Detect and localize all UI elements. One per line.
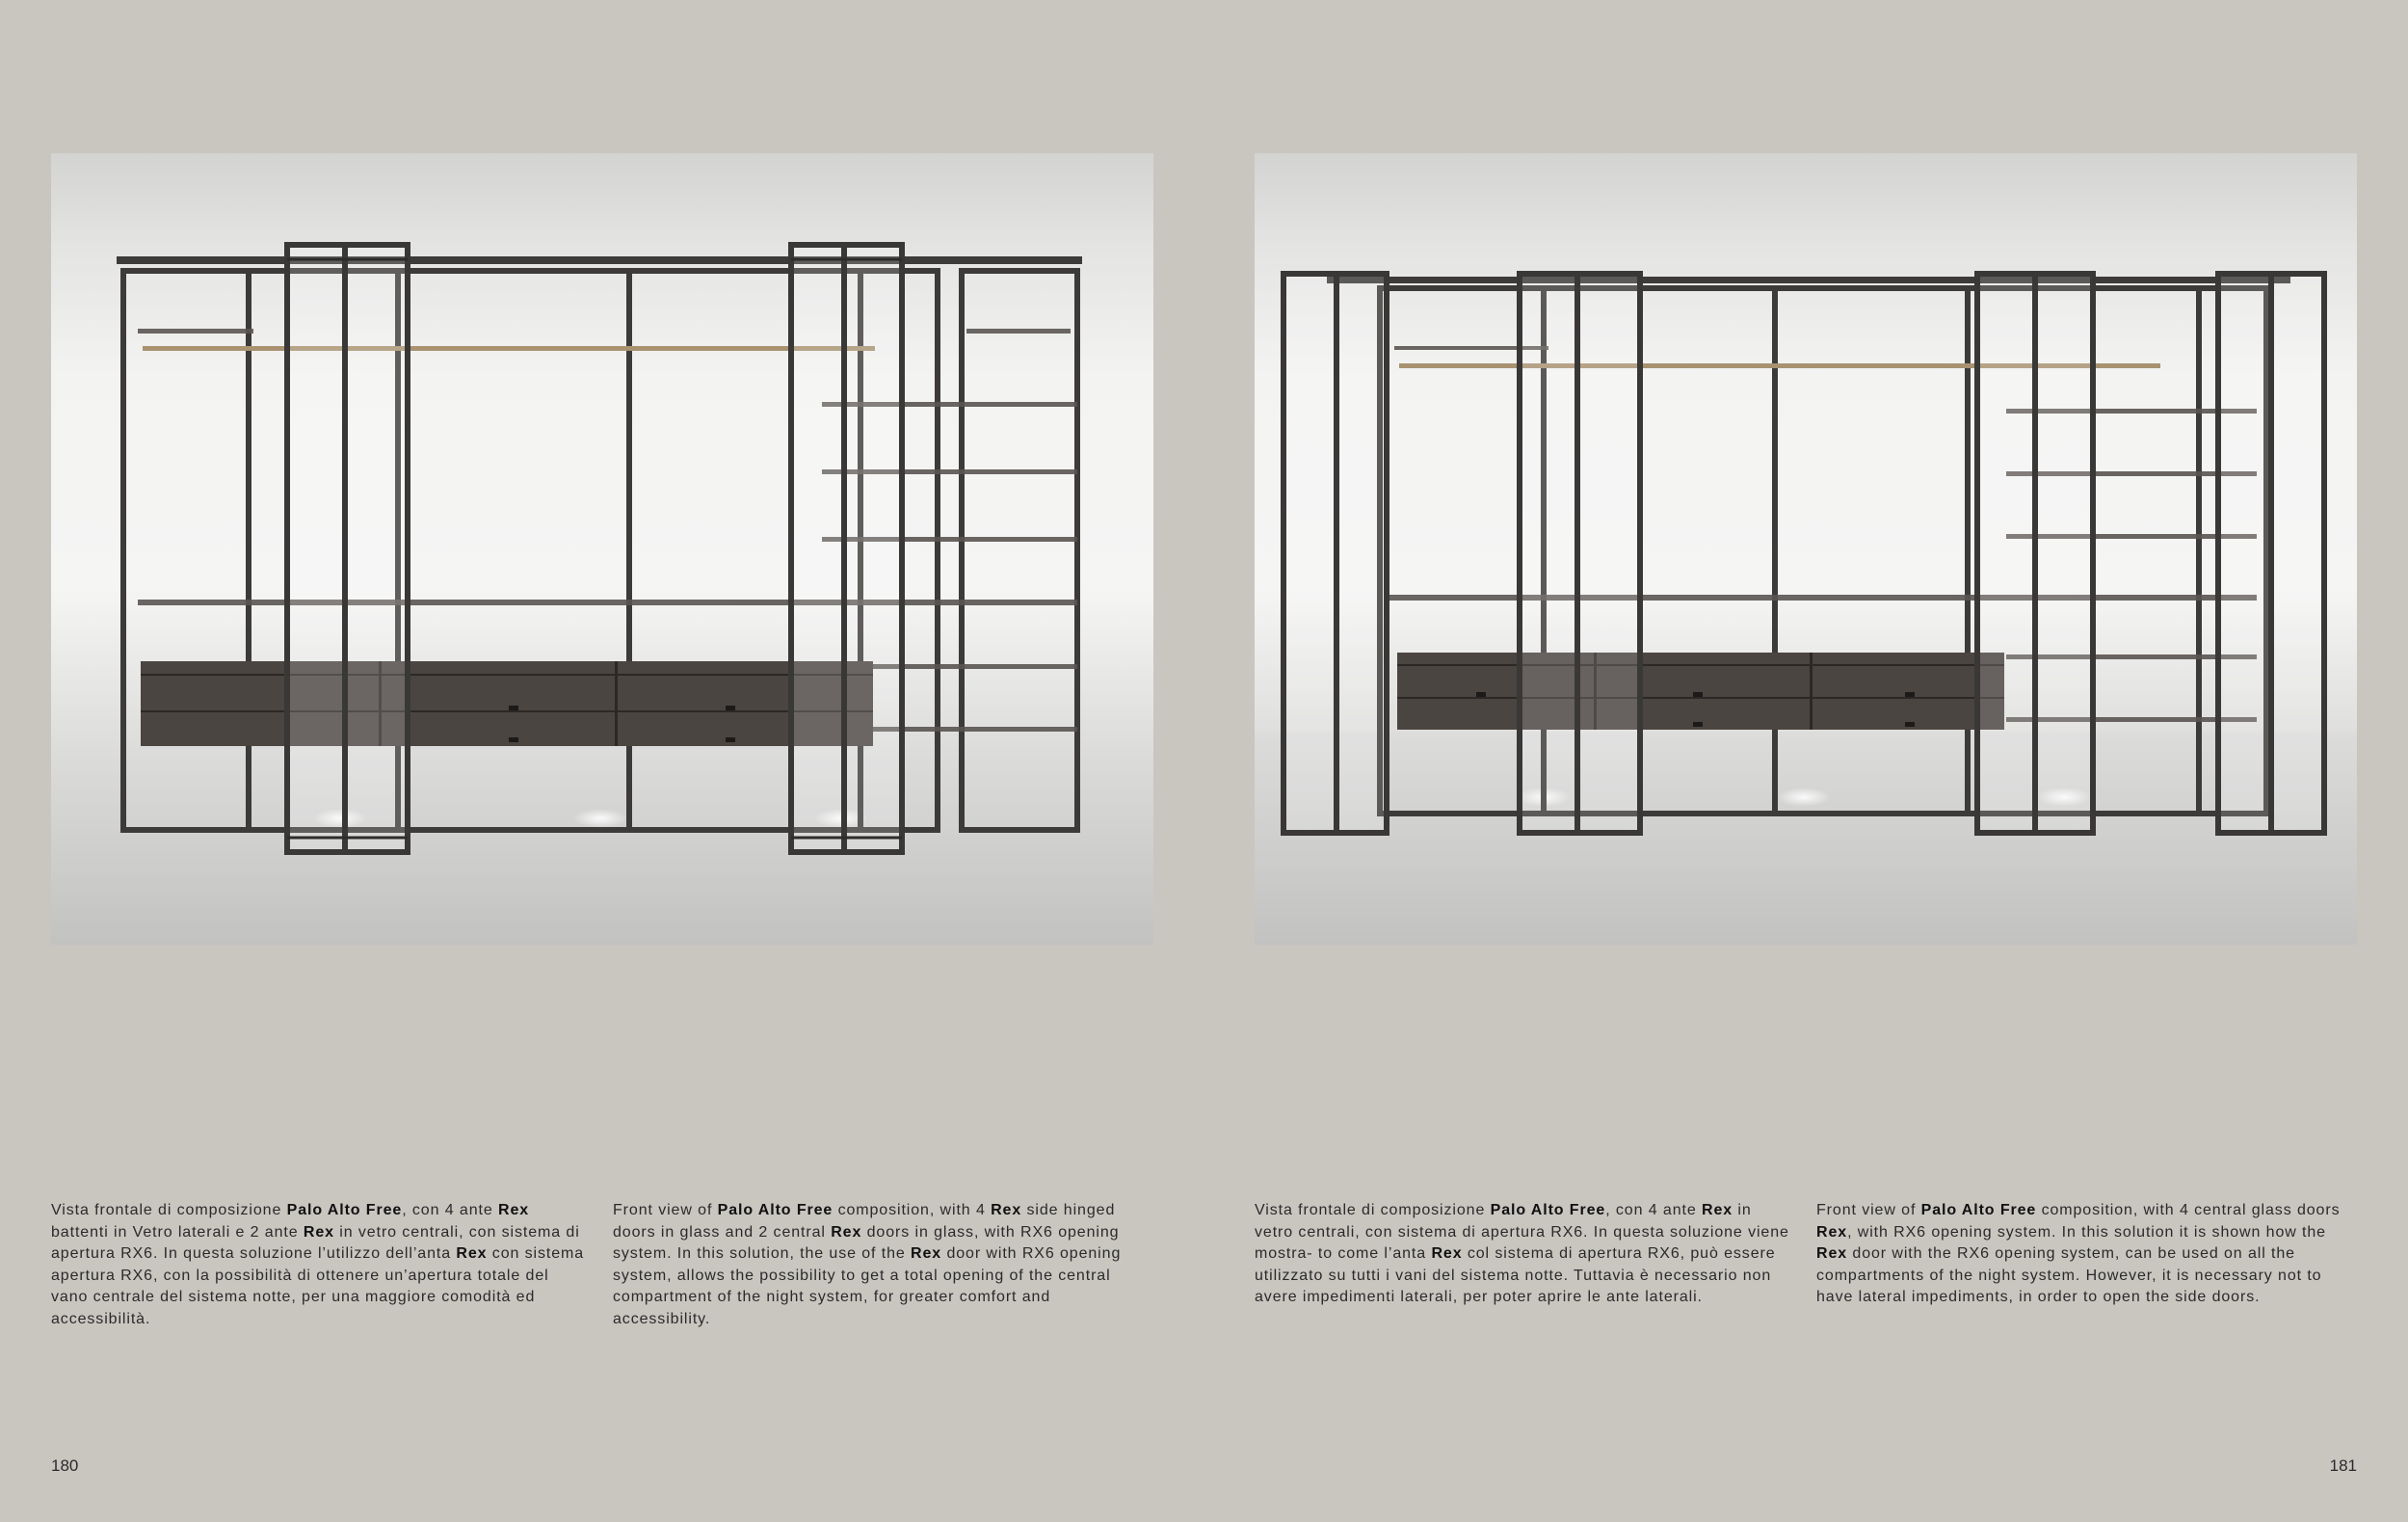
caption-text-run: in vetro centrali, con sistema di apertura RX6. In questa soluzione viene mostra- to come l’anta	[1255, 1202, 1789, 1262]
page-number-left: 180	[51, 1456, 79, 1475]
caption-text-run: battenti in Vetro laterali e 2 ante	[51, 1223, 304, 1241]
caption-product-name: Rex	[911, 1245, 942, 1262]
caption-text-run: composition, with 4 central glass doors	[2036, 1202, 2341, 1218]
page-number-right: 181	[2329, 1456, 2357, 1475]
caption-text-run: con sistema apertura RX6, con la possibilità di ottenere un’apertura totale del vano centrale del sistema notte, per una maggiore comodità ed accessibilità.	[51, 1245, 585, 1327]
caption-product-name: Rex	[497, 1202, 530, 1218]
caption-text-run: , con 4 ante	[1605, 1202, 1702, 1218]
caption-text-run: Front view of	[613, 1202, 718, 1218]
caption-text-run: doors in glass, with RX6 opening system. In this solution, the use of the	[613, 1223, 1120, 1262]
caption-text-run: Vista frontale di composizione	[1255, 1202, 1491, 1218]
caption-product-name: Rex	[1816, 1245, 1848, 1262]
caption-product-name: Rex	[456, 1245, 488, 1262]
caption-product-name: Rex	[1431, 1245, 1463, 1262]
caption-product-name: Rex	[1816, 1223, 1848, 1241]
right-product-photo	[1255, 153, 2357, 945]
caption-text-run: , with RX6 opening system. In this solution it is shown how the	[1847, 1223, 2326, 1241]
caption-text-run: side hinged doors in glass and 2 central	[613, 1202, 1116, 1241]
caption-product-name: Rex	[991, 1202, 1022, 1218]
caption-product-name: Rex	[831, 1223, 862, 1241]
caption-product-name: Palo Alto Free	[1490, 1202, 1606, 1218]
caption-text-run: Front view of	[1816, 1202, 1921, 1218]
caption-product-name: Palo Alto Free	[286, 1202, 403, 1218]
caption-text-run: col sistema di apertura RX6, può essere utilizzato su tutti i vani del sistema notte. Tuttavia è necessario non avere impedimenti laterali, per poter aprire le ante laterali.	[1255, 1245, 1776, 1305]
caption-product-name: Palo Alto Free	[717, 1202, 834, 1218]
caption-product-name: Palo Alto Free	[1920, 1202, 2037, 1218]
caption-text-run: , con 4 ante	[402, 1202, 498, 1218]
right-caption-italian	[1255, 1200, 1794, 1309]
left-caption-italian	[51, 1200, 591, 1330]
caption-text-run: in vetro centrali, con sistema di apertura RX6. In questa soluzione l’utilizzo dell’anta	[51, 1223, 580, 1262]
caption-text-run: door with RX6 opening system, allows the possibility to get a total opening of the central compartment of the night system, for greater comfort and accessibility.	[613, 1245, 1122, 1327]
caption-product-name: Rex	[1701, 1202, 1733, 1218]
caption-text-run: composition, with 4	[833, 1202, 992, 1218]
left-product-photo	[51, 153, 1153, 945]
caption-text-run: Vista frontale di composizione	[51, 1202, 287, 1218]
caption-product-name: Rex	[303, 1223, 334, 1241]
right-caption-english	[1816, 1200, 2356, 1309]
left-caption-english	[613, 1200, 1152, 1330]
caption-text-run: door with the RX6 opening system, can be used on all the compartments of the night system. However, it is necessary not to have lateral impediments, in order to open the side doors.	[1816, 1245, 2322, 1305]
